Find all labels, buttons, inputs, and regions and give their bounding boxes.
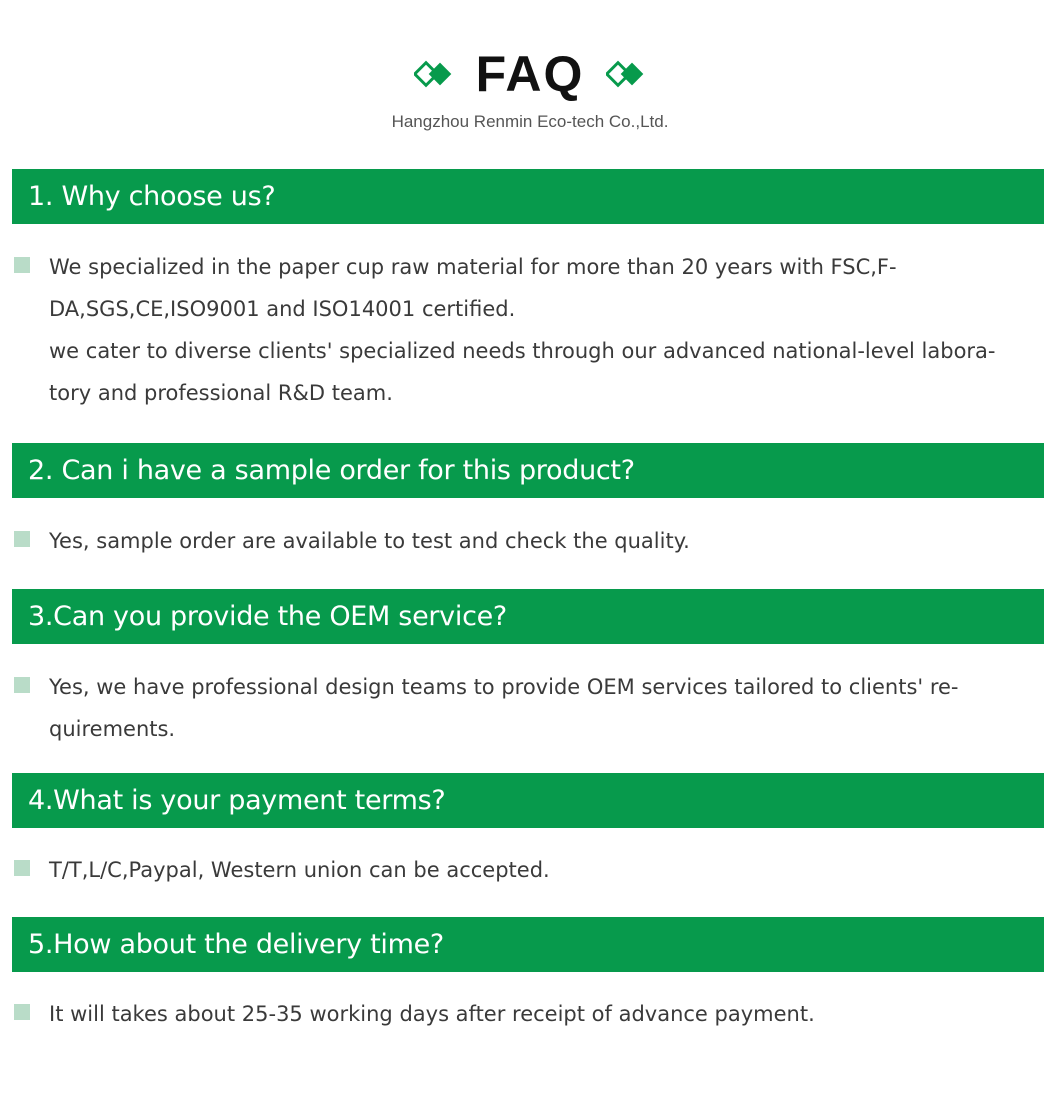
square-bullet-icon xyxy=(14,677,30,693)
faq-question-5: 5.How about the delivery time? xyxy=(12,917,1044,972)
square-bullet-icon xyxy=(14,1004,30,1020)
faq-header xyxy=(0,0,1060,140)
faq-question-3: 3.Can you provide the OEM service? xyxy=(12,589,1044,644)
faq-answer-5 xyxy=(14,993,1034,1035)
answer-line: It will takes about 25-35 working days after receipt of advance payment. xyxy=(49,1002,815,1026)
double-diamond-icon-right xyxy=(606,59,646,89)
square-bullet-icon xyxy=(14,531,30,547)
title-row xyxy=(0,48,1060,100)
answer-line: Yes, we have professional design teams to provide OEM services tailored to clients' re- xyxy=(49,675,959,699)
answer-line: We specialized in the paper cup raw material for more than 20 years with FSC,F- xyxy=(49,255,897,279)
faq-answer-2 xyxy=(14,520,1034,562)
answer-line: quirements. xyxy=(49,717,176,741)
company-subtitle: Hangzhou Renmin Eco-tech Co.,Ltd. xyxy=(391,112,669,131)
answer-line: T/T,L/C,Paypal, Western union can be accepted. xyxy=(49,858,550,882)
double-diamond-icon-left xyxy=(414,59,454,89)
answer-line: DA,SGS,CE,ISO9001 and ISO14001 certified. xyxy=(49,297,516,321)
answer-line: tory and professional R&D team. xyxy=(49,381,393,405)
faq-question-2: 2. Can i have a sample order for this product? xyxy=(12,443,1044,498)
answer-line: Yes, sample order are available to test and check the quality. xyxy=(49,529,690,553)
answer-line: we cater to diverse clients' specialized needs through our advanced national-level labora- xyxy=(49,339,996,363)
faq-question-1: 1. Why choose us? xyxy=(12,169,1044,224)
faq-answer-1 xyxy=(14,246,1034,414)
faq-question-4: 4.What is your payment terms? xyxy=(12,773,1044,828)
page-title: FAQ xyxy=(475,46,585,102)
faq-answer-3 xyxy=(14,666,1034,750)
faq-answer-4 xyxy=(14,849,1034,891)
square-bullet-icon xyxy=(14,257,30,273)
square-bullet-icon xyxy=(14,860,30,876)
